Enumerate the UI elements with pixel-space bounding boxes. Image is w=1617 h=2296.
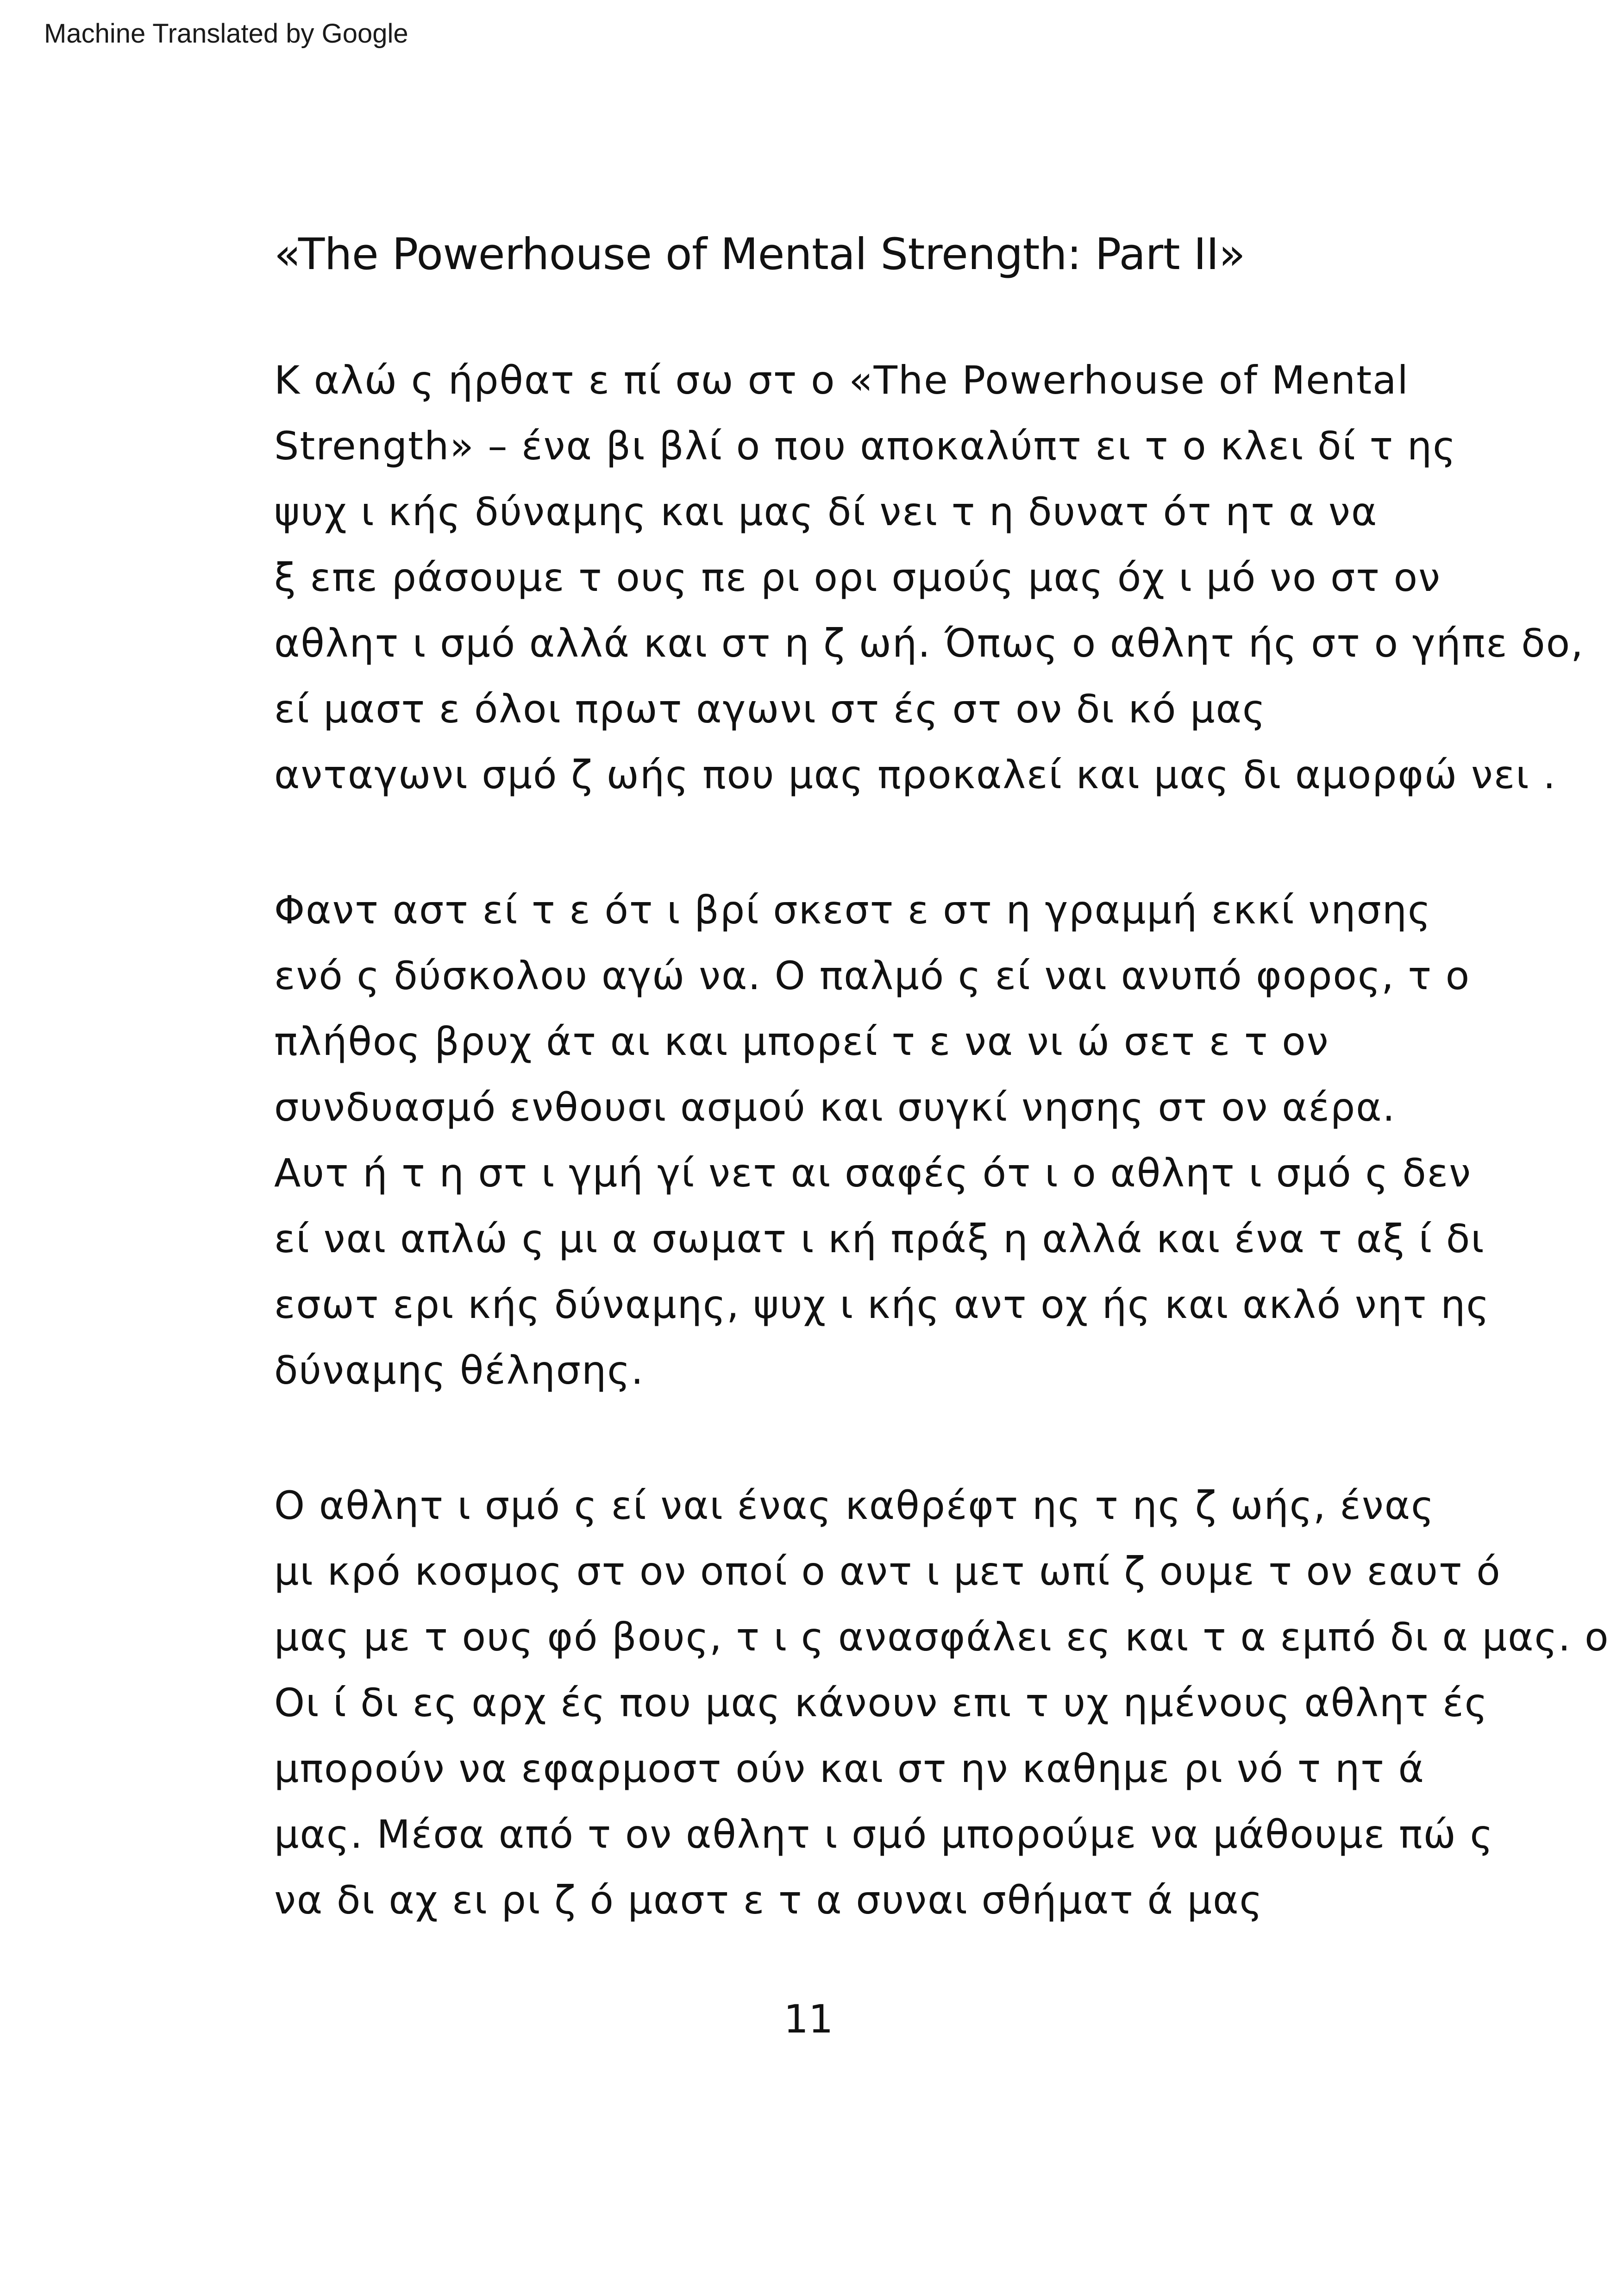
- text-line: μι κρό κοσμος στ ον οποί ο αντ ι μετ ωπί ζ ουμε τ ον εαυτ ό: [274, 1549, 1501, 1594]
- text-line: πλήθος βρυχ άτ αι και μπορεί τ ε να νι ώ σετ ε τ ον: [274, 1019, 1329, 1064]
- text-line: εσωτ ερι κής δύναμης, ψυχ ι κής αντ οχ ής και ακλό νητ ης: [274, 1282, 1490, 1327]
- text-line: ανταγωνι σμό ζ ωής που μας προκαλεί και μας δι αμορφώ νει .: [274, 752, 1557, 797]
- machine-translation-note: Machine Translated by Google: [44, 19, 408, 49]
- text-line: μας με τ ους φό βους, τ ι ς ανασφάλει ες και τ α εμπό δι α μας. ο: [274, 1614, 1610, 1660]
- text-line: ξ επε ράσουμε τ ους πε ρι ορι σμούς μας όχ ι μό νο στ ον: [274, 555, 1441, 600]
- page-body: [274, 222, 1610, 2002]
- text-line: Ο αθλητ ι σμό ς εί ναι ένας καθρέφτ ης τ ης ζ ωής, ένας: [274, 1483, 1435, 1528]
- text-line: μας. Μέσα από τ ον αθλητ ι σμό μπορούμε να μάθουμε πώ ς: [274, 1812, 1494, 1857]
- text-line: να δι αχ ει ρι ζ ό μαστ ε τ α συναι σθήματ ά μας: [274, 1877, 1263, 1923]
- text-line: εί ναι απλώ ς μι α σωματ ι κή πράξ η αλλά και ένα τ αξ ί δι: [274, 1216, 1485, 1261]
- page-title: «The Powerhouse of Mental Strength: Part II»: [274, 229, 1245, 280]
- text-line: Φαντ αστ εί τ ε ότ ι βρί σκεστ ε στ η γραμμή εκκί νησης: [274, 887, 1432, 933]
- text-line: Strength» – ένα βι βλί ο που αποκαλύπτ ει τ ο κλει δί τ ης: [274, 423, 1457, 469]
- text-line: συνδυασμό ενθουσι ασμού και συγκί νησης στ ον αέρα.: [274, 1085, 1396, 1130]
- text-line: μπορούν να εφαρμοστ ούν και στ ην καθημε ρι νό τ ητ ά: [274, 1746, 1425, 1791]
- text-line: Κ αλώ ς ήρθατ ε πί σω στ ο «The Powerhouse of Mental: [274, 358, 1409, 403]
- text-line: Οι ί δι ες αρχ ές που μας κάνουν επι τ υχ ημένους αθλητ ές: [274, 1680, 1489, 1725]
- text-line: εί μαστ ε όλοι πρωτ αγωνι στ ές στ ον δι κό μας: [274, 686, 1266, 732]
- text-line: δύναμης θέλησης.: [274, 1348, 645, 1393]
- page-number: 11: [783, 1996, 834, 2042]
- text-line: ψυχ ι κής δύναμης και μας δί νει τ η δυνατ ότ ητ α να: [274, 489, 1378, 534]
- text-line: αθλητ ι σμό αλλά και στ η ζ ωή. Όπως ο αθλητ ής στ ο γήπε δο,: [274, 621, 1584, 666]
- paragraph-2: [274, 877, 1490, 1403]
- text-line: ενό ς δύσκολου αγώ να. Ο παλμό ς εί ναι ανυπό φορος, τ ο: [274, 953, 1471, 998]
- paragraph-1: [274, 347, 1584, 808]
- paragraph-3: [274, 1473, 1610, 1933]
- text-line: Αυτ ή τ η στ ι γμή γί νετ αι σαφές ότ ι ο αθλητ ι σμό ς δεν: [274, 1150, 1472, 1196]
